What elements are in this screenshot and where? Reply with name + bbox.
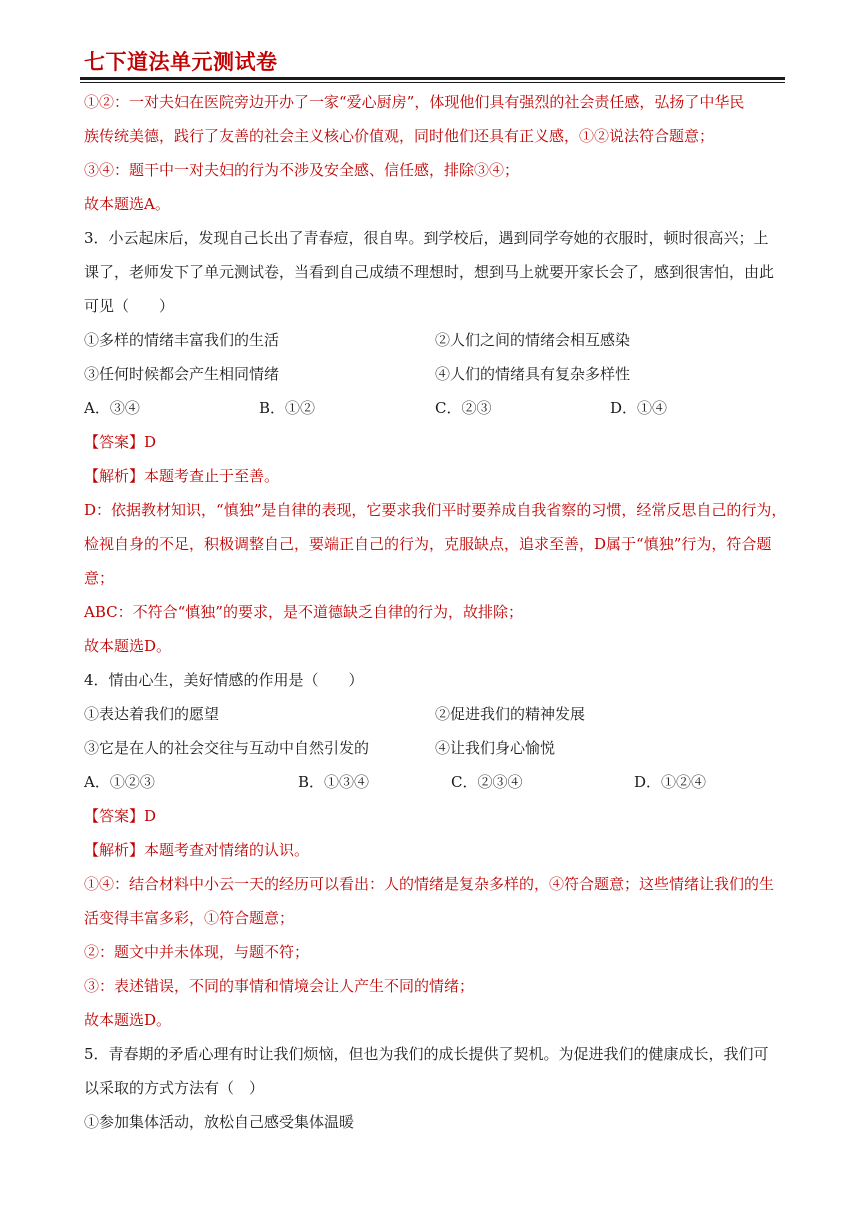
explanation-line: ②：题文中并未体现，与题不符； (84, 943, 310, 961)
analysis-label: 【解析】本题考查止于至善。 (84, 467, 280, 485)
statement-option: ②人们之间的情绪会相互感染 (435, 331, 631, 349)
choice-a: A．①②③ (84, 773, 155, 791)
question-stem: 4．情由心生，美好情感的作用是（ ） (84, 671, 364, 689)
statement-option: ①表达着我们的愿望 (84, 705, 220, 723)
question-stem: 可见（ ） (84, 297, 175, 315)
header-divider-thick (80, 77, 785, 80)
analysis-label: 【解析】本题考查对情绪的认识。 (84, 841, 310, 859)
statement-option: ④人们的情绪具有复杂多样性 (435, 365, 631, 383)
question-stem: 以采取的方式方法有（ ） (84, 1079, 265, 1097)
explanation-line: ABC：不符合“慎独”的要求，是不道德缺乏自律的行为，故排除； (84, 603, 523, 621)
choice-a: A．③④ (84, 399, 140, 417)
choice-d: D．①④ (610, 399, 668, 417)
header-divider-thin (80, 82, 785, 83)
answer-label: 【答案】D (84, 807, 157, 825)
choice-b: B．①② (259, 399, 316, 417)
choice-d: D．①②④ (634, 773, 707, 791)
conclusion-line: 故本题选D。 (84, 1011, 172, 1029)
statement-option: ③它是在人的社会交往与互动中自然引发的 (84, 739, 370, 757)
question-stem: 课了，老师发下了单元测试卷，当看到自己成绩不理想时，想到马上就要开家长会了，感到很害怕，由此 (84, 263, 775, 281)
page-header-title: 七下道法单元测试卷 (84, 50, 278, 74)
statement-option: ③任何时候都会产生相同情绪 (84, 365, 280, 383)
question-stem: 3．小云起床后，发现自己长出了青春痘，很自卑。到学校后，遇到同学夸她的衣服时，顿时很高兴；上 (84, 229, 769, 247)
explanation-line: ③④：题干中一对夫妇的行为不涉及安全感、信任感，排除③④； (84, 161, 520, 179)
choice-c: C．②③ (435, 399, 492, 417)
explanation-line: ①②：一对夫妇在医院旁边开办了一家“爱心厨房”，体现他们具有强烈的社会责任感，弘扬了中华民 (84, 93, 745, 111)
explanation-line: 检视自身的不足，积极调整自己，要端正自己的行为，克服缺点，追求至善，D属于“慎独”行为，符合题 (84, 535, 772, 553)
conclusion-line: 故本题选D。 (84, 637, 172, 655)
statement-option: ④让我们身心愉悦 (435, 739, 556, 757)
explanation-line: 意； (84, 569, 115, 587)
explanation-line: D：依据教材知识，“慎独”是自律的表现，它要求我们平时要养成自我省察的习惯，经常反思自己的行为， (84, 501, 787, 519)
statement-option: ②促进我们的精神发展 (435, 705, 586, 723)
statement-option: ①参加集体活动，放松自己感受集体温暖 (84, 1113, 355, 1131)
conclusion-line: 故本题选A。 (84, 195, 170, 213)
answer-label: 【答案】D (84, 433, 157, 451)
choice-b: B．①③④ (298, 773, 370, 791)
question-stem: 5．青春期的矛盾心理有时让我们烦恼，但也为我们的成长提供了契机。为促进我们的健康成长，我们可 (84, 1045, 769, 1063)
explanation-line: 族传统美德，践行了友善的社会主义核心价值观，同时他们还具有正义感，①②说法符合题意； (84, 127, 715, 145)
statement-option: ①多样的情绪丰富我们的生活 (84, 331, 280, 349)
explanation-line: 活变得丰富多彩，①符合题意； (84, 909, 295, 927)
choice-c: C．②③④ (451, 773, 523, 791)
explanation-line: ①④：结合材料中小云一天的经历可以看出：人的情绪是复杂多样的，④符合题意；这些情绪让我们的生 (84, 875, 775, 893)
explanation-line: ③：表述错误，不同的事情和情境会让人产生不同的情绪； (84, 977, 475, 995)
